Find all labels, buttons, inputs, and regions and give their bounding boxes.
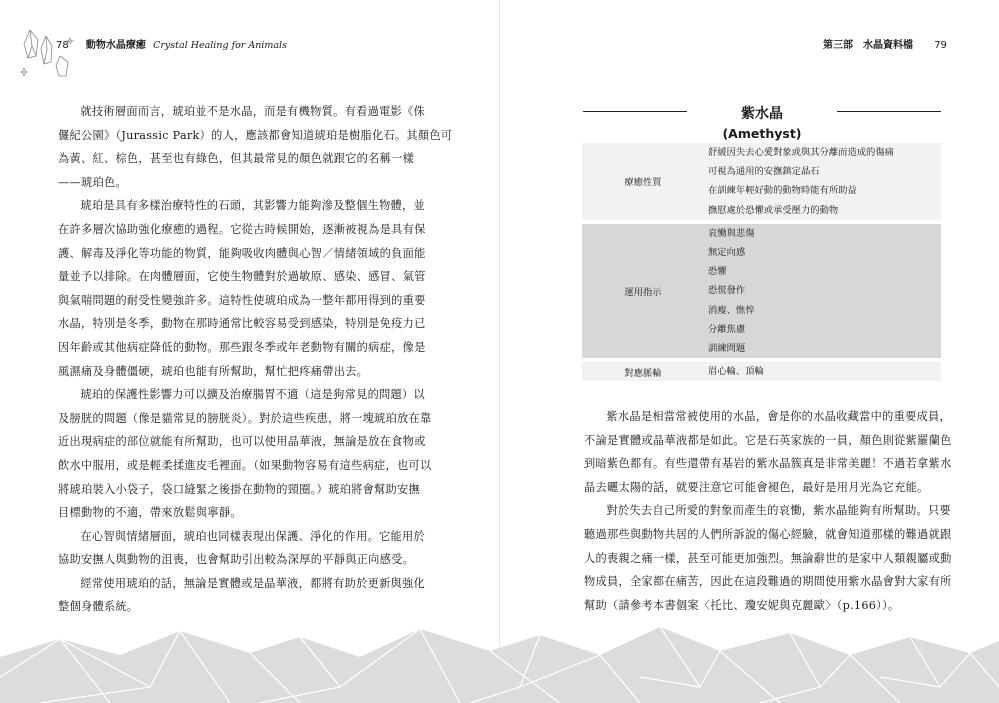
geometric-footer-decoration — [0, 617, 999, 703]
text-line: 將琥珀裝入小袋子，袋口縫緊之後掛在動物的頸圈。）琥珀將會幫助安撫 — [58, 482, 421, 496]
list-item: 眉心輪、頂輪 — [708, 366, 764, 378]
text-line: 及膀胱的問題（像是貓常見的膀胱炎）。對於這些疾患，將一塊琥珀放在靠 — [58, 411, 432, 425]
crystal-info-table — [582, 143, 941, 381]
row-label: 療癒性質 — [582, 143, 704, 220]
list-item: 撫慰處於恐懼或承受壓力的動物 — [708, 204, 839, 216]
list-item: 消瘦、憔悴 — [708, 304, 755, 316]
text-line: 經常使用琥珀的話，無論是實體或是晶華液，都將有助於更新與強化 — [80, 576, 426, 590]
text-line: 不論是實體或晶華液都是如此。它是石英家族的一員，顏色則從紫羅蘭色 — [584, 433, 952, 447]
left-body-text — [58, 100, 453, 619]
text-line: 幫助（請參考本書個案〈托比、瓊安妮與克麗歐〉（p.166））。 — [584, 598, 900, 612]
text-line: 人的喪親之痛一樣，甚至可能更加強烈。無論辭世的是家中人類親屬或動 — [584, 551, 952, 565]
row-label: 對應脈輪 — [582, 362, 704, 381]
paragraph — [58, 194, 430, 383]
list-item: 哀慟與悲傷 — [708, 227, 755, 239]
text-line: 儸紀公園》（Jurassic Park）的人，應該都會知道琥珀是樹脂化石。其顏色可 — [58, 128, 453, 142]
list-item: 恐慌發作 — [708, 285, 746, 297]
crystal-title — [583, 103, 941, 141]
text-line: 目標動物的不適，帶來放鬆與寧靜。 — [58, 506, 242, 520]
crystal-name-en: (Amethyst) — [722, 126, 802, 141]
list-item: 分離焦慮 — [708, 323, 746, 335]
paragraph — [58, 572, 430, 619]
text-line: 護、解毒及淨化等功能的物質，能夠吸收肉體與心智／情緒領域的負面能 — [58, 246, 426, 260]
row-values — [704, 224, 941, 358]
paragraph — [58, 100, 453, 194]
list-item: 在訓練年輕好動的動物時能有所助益 — [708, 185, 857, 197]
text-line: 就技術層面而言，琥珀並不是水晶，而是有機物質。有看過電影《侏 — [80, 105, 426, 118]
page-number: 79 — [934, 40, 947, 51]
table-row — [582, 143, 941, 220]
list-item: 無定向感 — [708, 247, 746, 259]
paragraph — [584, 405, 952, 499]
paragraph — [58, 525, 430, 572]
text-line: ——琥珀色。 — [58, 175, 127, 189]
text-line: 風濕痛及身體僵硬，琥珀也能有所幫助，幫忙把疼痛帶出去。 — [58, 364, 369, 378]
list-item: 訓練問題 — [708, 343, 746, 355]
crystal-decoration-icon — [16, 26, 78, 78]
text-line: 整個身體系統。 — [58, 600, 139, 614]
paragraph — [584, 499, 952, 617]
running-header — [823, 36, 947, 51]
text-line: 水晶，特別是冬季，動物在那時通常比較容易受到感染，特別是免疫力已 — [58, 317, 426, 331]
running-header — [56, 36, 287, 51]
text-line: 對於失去自己所愛的對象而產生的哀慟，紫水晶能夠有所幫助。只要 — [606, 504, 952, 518]
text-line: 在許多層次協助強化療癒的過程。它從古時候開始，逐漸被視為是具有保 — [58, 222, 426, 236]
book-title-en: Crystal Healing for Animals — [153, 40, 287, 51]
left-page — [0, 0, 499, 703]
list-item: 可視為通用的安撫鎮定晶石 — [708, 166, 820, 178]
right-body-text — [584, 405, 952, 617]
title-rule-right — [837, 111, 941, 112]
title-rule-left — [583, 111, 687, 112]
list-item: 恐懼 — [708, 266, 727, 278]
list-item: 舒緩因失去心愛對象或與其分離而造成的傷痛 — [708, 147, 894, 158]
text-line: 到暗紫色都有。有些還帶有基岩的紫水晶簇真是非常美麗！不過若拿紫水 — [584, 457, 952, 471]
book-title: 動物水晶療癒 — [85, 40, 146, 51]
text-line: 在心智與情緒層面，琥珀也同樣表現出保護、淨化的作用。它能用於 — [80, 529, 426, 543]
text-line: 琥珀是具有多樣治療特性的石頭，其影響力能夠滲及整個生物體，並 — [80, 199, 426, 213]
text-line: 晶去曬太陽的話，就要注意它可能會褪色，最好是用月光為它充能。 — [584, 480, 929, 494]
table-row — [582, 362, 941, 381]
crystal-name: 紫水晶 — [741, 106, 783, 122]
row-label: 運用指示 — [582, 224, 704, 358]
text-line: 為黃、紅、棕色，甚至也有綠色，但其最常見的顏色就跟它的名稱一樣 — [58, 152, 415, 166]
text-line: 聽過那些與動物共居的人們所訴說的傷心經驗，就會知道那樣的難過就跟 — [584, 527, 952, 541]
text-line: 物成員，全家都在痛苦，因此在這段難過的期間使用紫水晶會對大家有所 — [584, 575, 952, 589]
text-line: 因年齡或其他病症降低的動物。那些跟冬季或年老動物有關的病症，像是 — [58, 340, 426, 354]
text-line: 與氣喘問題的耐受性變強許多。這特性使琥珀成為一整年都用得到的重要 — [58, 293, 426, 307]
row-values — [704, 362, 941, 381]
page-number: 78 — [56, 40, 69, 51]
row-values — [704, 143, 941, 220]
text-line: 量並予以排除。在肉體層面，它使生物體對於過敏原、感染、感冒、氣管 — [58, 270, 426, 284]
text-line: 飲水中服用，或是輕柔揉進皮毛裡面。（如果動物容易有這些病症，也可以 — [58, 458, 432, 472]
section-title: 第三部 水晶資料檔 — [823, 40, 913, 51]
paragraph — [58, 383, 430, 525]
table-row — [582, 224, 941, 358]
text-line: 紫水晶是相當常被使用的水晶，會是你的水晶收藏當中的重要成員， — [606, 410, 952, 423]
text-line: 近出現病症的部位就能有所幫助，也可以使用晶華液，無論是放在食物或 — [58, 435, 426, 449]
text-line: 琥珀的保護性影響力可以擴及治療腸胃不適（這是狗常見的問題）以 — [80, 388, 426, 402]
text-line: 協助安撫人與動物的沮喪，也會幫助引出較為深厚的平靜與正向感受。 — [58, 553, 415, 567]
